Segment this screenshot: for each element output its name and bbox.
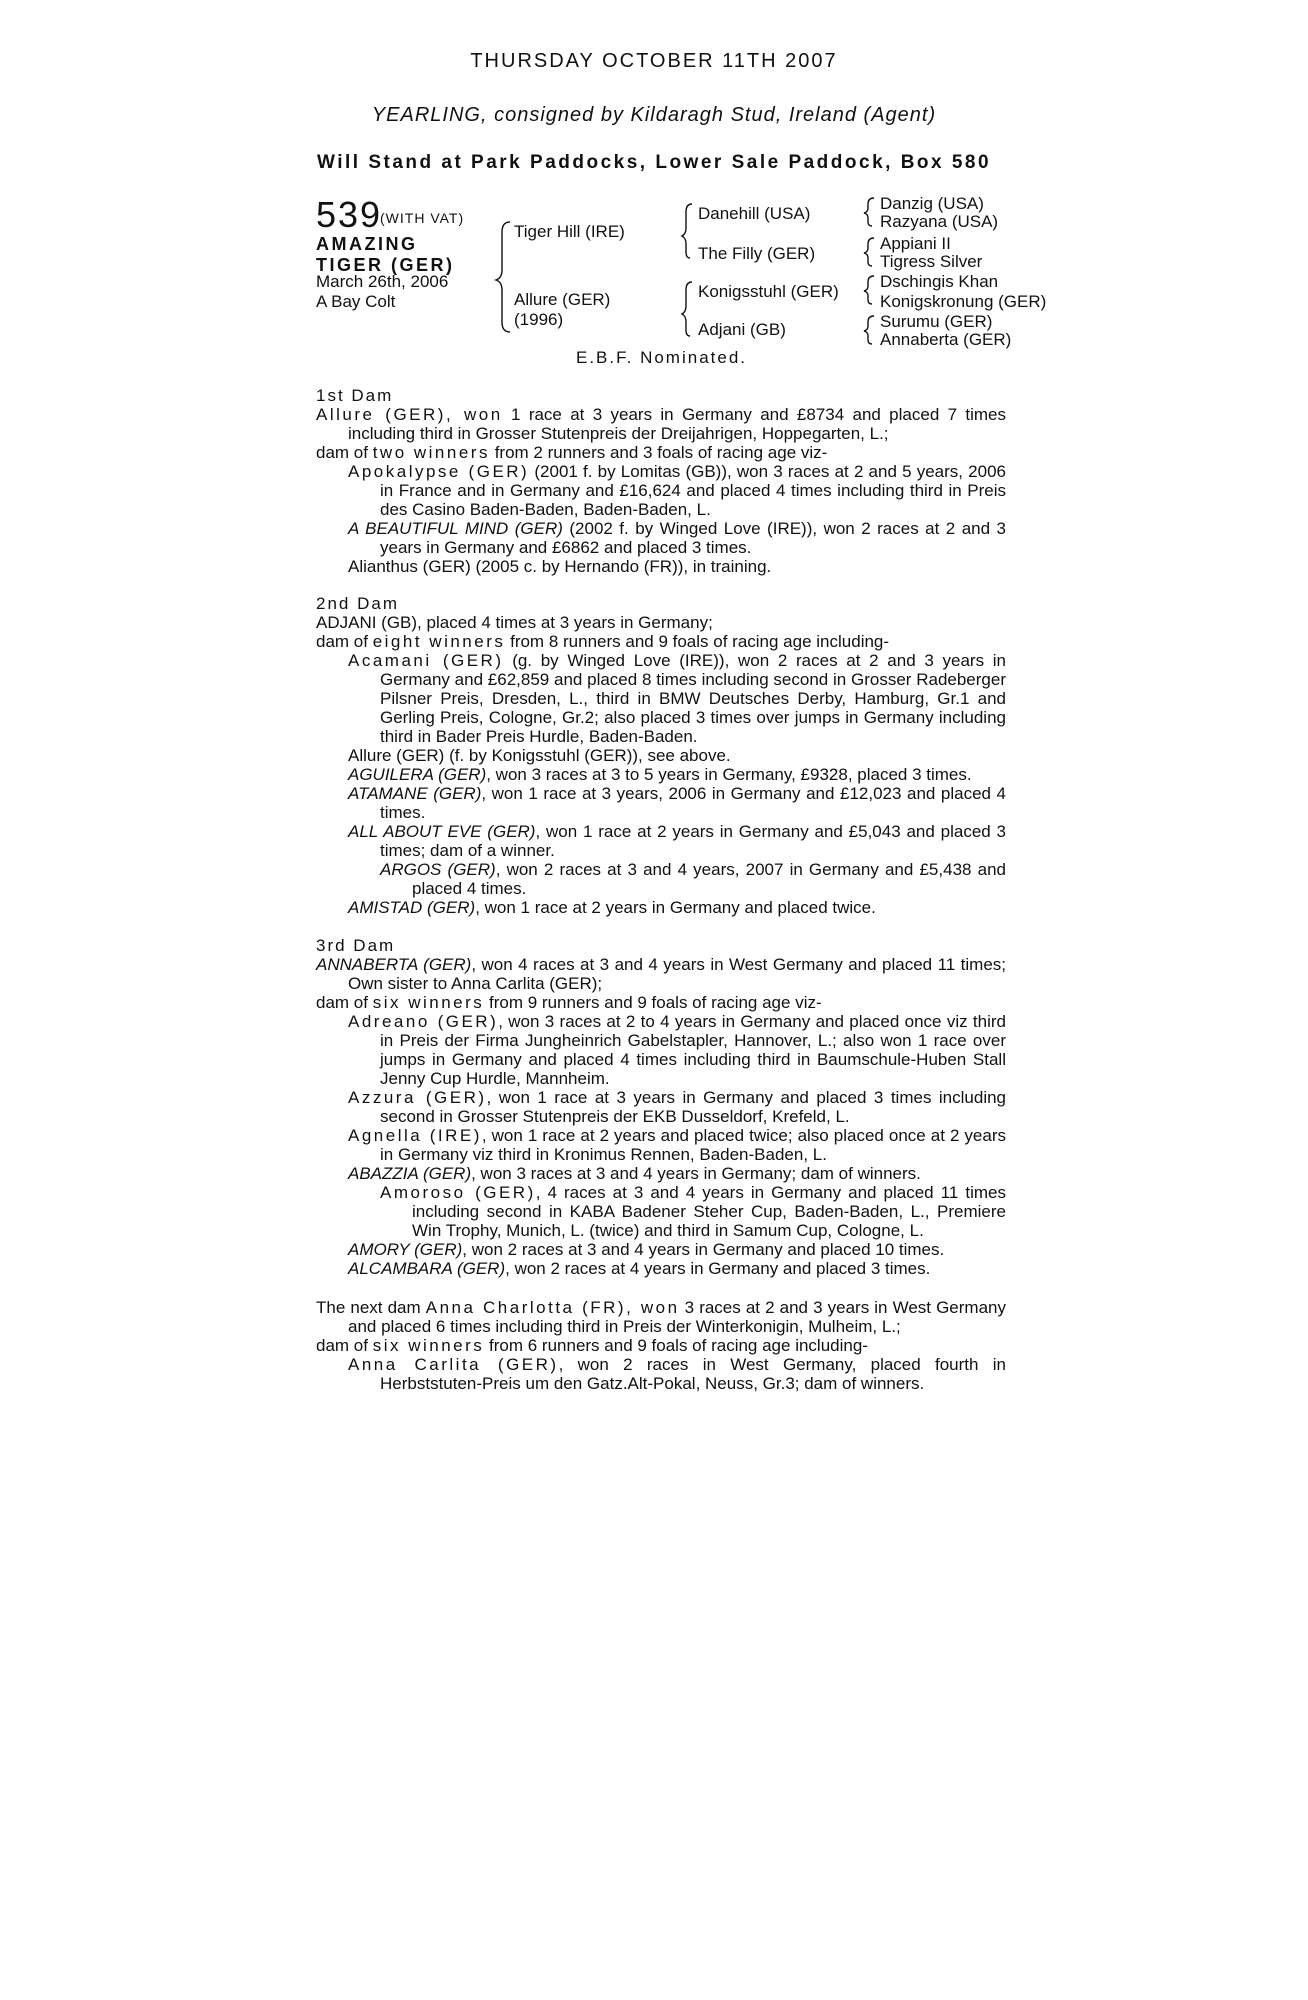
produce-entry <box>316 784 1006 822</box>
pedigree-sire-sire: Danehill (USA) <box>698 204 811 223</box>
entry-text: (2001 f. by Lomitas (GB)), won 3 races at 2 and 5 years, 2006 in France and in Germany and £16,624 and placed 4 times including third in Preis des Casino Baden-Baden, Baden-Baden, L. <box>380 462 1006 519</box>
entry-name: Anna Carlita (GER) <box>348 1355 559 1374</box>
produce-entry <box>316 1012 1006 1088</box>
foaling-date: March 26th, 2006 <box>316 272 449 291</box>
produce-entry <box>316 1355 1006 1393</box>
pedigree-brace-dam <box>682 282 692 336</box>
entry-text: , 4 races at 3 and 4 years in Germany and placed 11 times including second in KABA Badener Steher Cup, Baden-Baden, L., Premiere Win Trophy, Munich, L. (twice) and third in Samum Cup, Cologne, L. <box>412 1183 1006 1240</box>
pedigree-brace-sire <box>682 204 692 258</box>
pedigree-dam: Allure (GER) <box>514 290 611 309</box>
vat-note: (WITH VAT) <box>380 210 465 226</box>
entry-text: , won 2 races at 3 and 4 years in Germany and placed 10 times. <box>462 1240 945 1259</box>
entry-name: Amoroso (GER) <box>380 1183 536 1202</box>
entry-name: ARGOS (GER) <box>380 860 496 879</box>
entry-name: Agnella (IRE) <box>348 1126 482 1145</box>
dam-record: ADJANI (GB), placed 4 times at 3 years in Germany; <box>316 613 713 632</box>
third-dam-section <box>316 936 1006 1278</box>
produce-summary <box>316 993 1006 1012</box>
produce-entry <box>316 1164 1006 1183</box>
section-heading: 1st Dam <box>316 386 394 405</box>
entry-name: AGUILERA (GER) <box>348 765 487 784</box>
horse-description: A Bay Colt <box>316 292 396 311</box>
next-dam-section <box>316 1298 1006 1393</box>
produce-text: from 6 runners and 9 foals of racing age including- <box>484 1336 868 1355</box>
pedigree-g5: Dschingis Khan <box>880 272 999 291</box>
entry-text: (2002 f. by Winged Love (IRE)), won 2 races at 2 and 3 years in Germany and £6862 and placed 3 times. <box>380 519 1006 557</box>
produce-prefix: dam of <box>316 443 373 462</box>
produce-text: from 2 runners and 3 foals of racing age viz- <box>489 443 828 462</box>
entry-text: (g. by Winged Love (IRE)), won 2 races at 2 and 3 years in Germany and £62,859 and placed 8 times including second in Grosser Radeberger Pilsner Preis, Dresden, L., third in BMW Deutsches Derby, Hamburg, Gr.1 and Gerling Preis, Cologne, Gr.2; also placed 3 times over jumps in Germany including third in Bader Preis Hurdle, Baden-Baden. <box>380 651 1006 746</box>
entry-name: AMISTAD (GER) <box>348 898 476 917</box>
pedigree-brace-g2 <box>864 238 874 266</box>
pedigree-braces <box>0 0 1308 360</box>
dam-record-text: , won 4 races at 3 and 4 years in West Germany and placed 11 times; Own sister to Anna Carlita (GER); <box>348 955 1007 993</box>
pedigree-g7: Surumu (GER) <box>880 312 993 331</box>
produce-text: from 8 runners and 9 foals of racing age including- <box>505 632 890 651</box>
dam-name: Anna Charlotta (FR), won <box>425 1298 680 1317</box>
entry-text: , won 1 race at 3 years in Germany and placed 3 times including second in Grosser Stutenpreis der EKB Dusseldorf, Krefeld, L. <box>380 1088 1007 1126</box>
produce-entry: Alianthus (GER) (2005 c. by Hernando (FR)), in training. <box>348 557 772 576</box>
entry-text: , won 2 races at 3 and 4 years, 2007 in Germany and £5,438 and placed 4 times. <box>412 860 1006 898</box>
first-dam-section <box>316 386 1006 576</box>
pedigree-g3: Appiani II <box>880 234 951 253</box>
entry-name: A BEAUTIFUL MIND (GER) <box>348 519 563 538</box>
entry-name: ALCAMBARA (GER) <box>348 1259 506 1278</box>
entry-text: , won 1 race at 3 years, 2006 in Germany and £12,023 and placed 4 times. <box>380 784 1006 822</box>
entry-name: Adreano (GER) <box>348 1012 499 1031</box>
entry-text: , won 3 races at 2 to 4 years in Germany and placed once viz third in Preis der Firma Jungheinrich Gabelstapler, Hannover, L.; also won 1 race over jumps in Germany and placed 4 times including third in Baumschule-Huben Stall Jenny Cup Hurdle, Mannheim. <box>380 1012 1006 1088</box>
produce-entry <box>316 765 1006 784</box>
produce-prefix: dam of <box>316 993 373 1012</box>
pedigree-brace-g3 <box>864 276 874 304</box>
produce-entry <box>316 651 1006 746</box>
dam-record <box>316 1298 1006 1336</box>
sale-date: THURSDAY OCTOBER 11TH 2007 <box>470 50 838 72</box>
entry-text: , won 2 races at 4 years in Germany and placed 3 times. <box>505 1259 931 1278</box>
ebf-nomination: E.B.F. Nominated. <box>576 348 748 367</box>
lot-number: 539 <box>316 194 383 235</box>
section-heading: 2nd Dam <box>316 594 399 613</box>
entry-name: AMORY (GER) <box>348 1240 463 1259</box>
pedigree-sire-dam: The Filly (GER) <box>698 244 816 263</box>
produce-entry <box>316 1088 1006 1126</box>
entry-text: , won 2 races in West Germany, placed fourth in Herbststuten-Preis um den Gatz.Alt-Pokal, Neuss, Gr.3; dam of winners. <box>380 1355 1007 1393</box>
entry-name: ABAZZIA (GER) <box>348 1164 472 1183</box>
pedigree-g8: Annaberta (GER) <box>880 330 1012 349</box>
produce-entry <box>316 1259 1006 1278</box>
produce-prefix: dam of <box>316 1336 373 1355</box>
pedigree-sire: Tiger Hill (IRE) <box>514 222 625 241</box>
produce-entry <box>316 822 1006 860</box>
entry-name: Azzura (GER) <box>348 1088 487 1107</box>
dam-record <box>316 405 1006 443</box>
pedigree-dam-dam: Adjani (GB) <box>698 320 786 339</box>
section-heading: 3rd Dam <box>316 936 396 955</box>
pedigree-g4: Tigress Silver <box>880 252 983 271</box>
pedigree-g6: Konigskronung (GER) <box>880 292 1047 311</box>
dam-name: Allure (GER), won <box>316 405 503 424</box>
entry-name: ATAMANE (GER) <box>348 784 482 803</box>
entry-name: Apokalypse (GER) <box>348 462 530 481</box>
winners-count: six winners <box>372 1336 485 1355</box>
entry-text: , won 3 races at 3 and 4 years in Germany; dam of winners. <box>471 1164 921 1183</box>
produce-entry <box>316 898 1006 917</box>
stand-location: Will Stand at Park Paddocks, Lower Sale Paddock, Box 580 <box>316 152 992 173</box>
pedigree-brace-g4 <box>864 316 874 344</box>
second-dam-section <box>316 594 1006 917</box>
entry-name: ALL ABOUT EVE (GER) <box>348 822 536 841</box>
winners-count: six winners <box>372 993 485 1012</box>
entry-text: , won 1 race at 2 years in Germany and placed twice. <box>475 898 876 917</box>
pedigree-dam-year: (1996) <box>514 310 564 329</box>
produce-entry <box>316 746 1006 765</box>
pedigree-brace-main <box>496 222 510 332</box>
winners-count: eight winners <box>372 632 506 651</box>
winners-count: two winners <box>372 443 490 462</box>
produce-summary <box>316 443 1006 462</box>
produce-summary <box>316 632 1006 651</box>
dam-record <box>316 955 1006 993</box>
pedigree-g1: Danzig (USA) <box>880 194 984 213</box>
horse-name: AMAZING TIGER (GER) <box>316 234 455 275</box>
produce-entry <box>316 1240 1006 1259</box>
entry-text: , won 3 races at 3 to 5 years in Germany, £9328, placed 3 times. <box>486 765 972 784</box>
pedigree-dam-sire: Konigsstuhl (GER) <box>698 282 839 301</box>
dam-record-text: 3 races at 2 and 3 years in West Germany and placed 6 times including third in Preis der Winterkonigin, Mulheim, L.; <box>348 1298 1006 1336</box>
produce-prefix: dam of <box>316 632 373 651</box>
produce-entry <box>316 1183 1006 1240</box>
produce-text: from 9 runners and 9 foals of racing age viz- <box>484 993 822 1012</box>
dam-record-text: 1 race at 3 years in Germany and £8734 and placed 7 times including third in Grosser Stutenpreis der Dreijahrigen, Hoppegarten, L.; <box>348 405 1007 443</box>
produce-summary <box>316 1336 1006 1355</box>
entry-text: (f. by Konigsstuhl (GER)), see above. <box>444 746 731 765</box>
dam-name: ANNABERTA (GER) <box>316 955 472 974</box>
entry-name: Allure (GER) <box>348 746 445 765</box>
produce-entry <box>316 860 1006 898</box>
consignment-line: YEARLING, consigned by Kildaragh Stud, Ireland (Agent) <box>371 104 937 126</box>
entry-name: Acamani (GER) <box>348 651 504 670</box>
produce-entry <box>316 462 1006 519</box>
next-dam-prefix: The next dam <box>316 1298 426 1317</box>
produce-entry <box>316 519 1006 557</box>
entry-text: , won 1 race at 2 years in Germany and £5,043 and placed 3 times; dam of a winner. <box>380 822 1006 860</box>
pedigree-brace-g1 <box>864 198 874 226</box>
entry-text: , won 1 race at 2 years and placed twice; also placed once at 2 years in Germany viz third in Kronimus Rennen, Baden-Baden, L. <box>380 1126 1006 1164</box>
produce-entry <box>316 1126 1006 1164</box>
pedigree-g2: Razyana (USA) <box>880 212 999 231</box>
